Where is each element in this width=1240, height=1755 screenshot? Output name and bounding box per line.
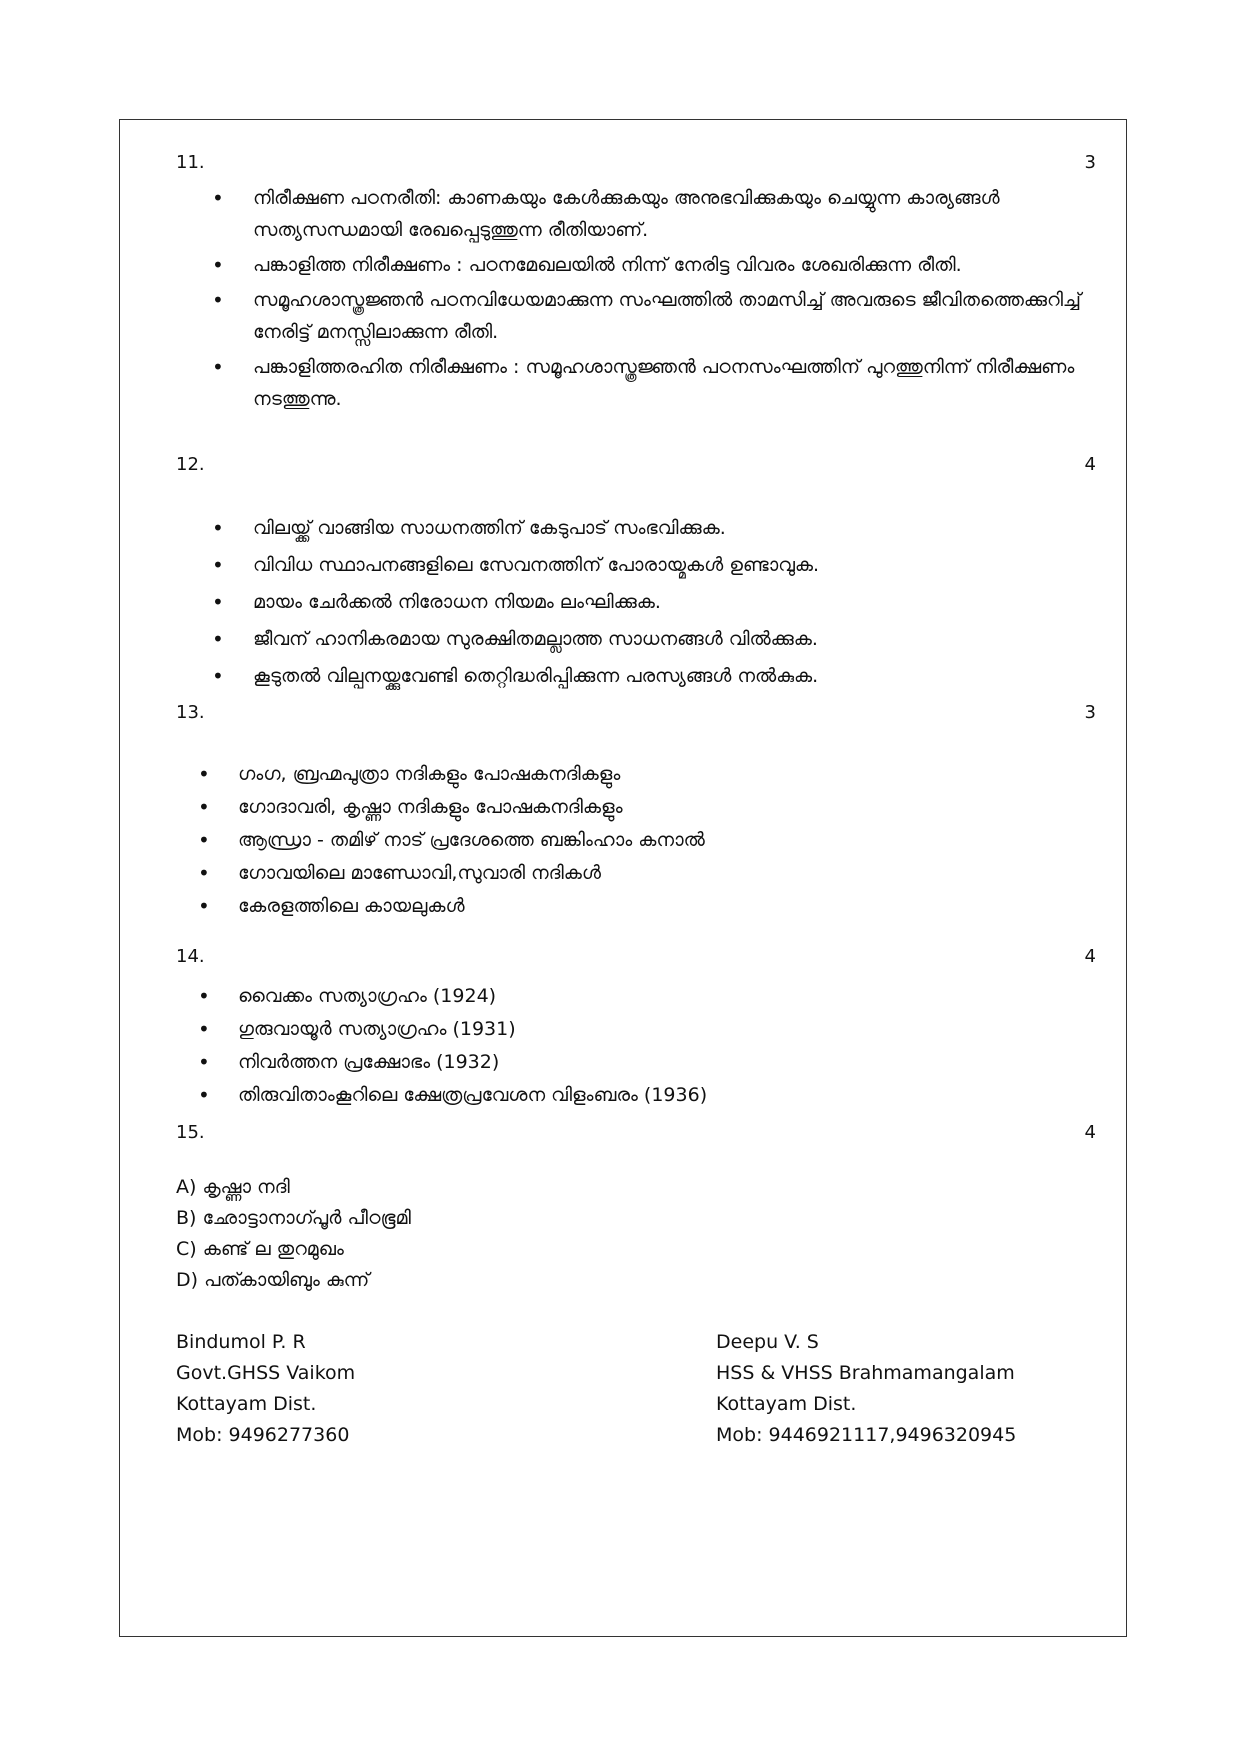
- bullet-icon: •: [212, 553, 224, 577]
- question-marks: 4: [1084, 454, 1096, 475]
- answer-item: [158, 980, 1096, 1013]
- answer-list: [158, 182, 1096, 415]
- bullet-icon: •: [198, 894, 210, 918]
- question-12: [158, 454, 1096, 697]
- bullet-icon: •: [212, 516, 224, 540]
- author-phone: Mob: 9496277360: [176, 1424, 350, 1446]
- question-number: 13.: [176, 702, 205, 723]
- author-school: HSS & VHSS Brahmamangalam: [716, 1362, 1015, 1384]
- answer-item: [158, 512, 1096, 549]
- bullet-icon: •: [212, 664, 224, 688]
- answer-text: പങ്കാളിത്തരഹിത നിരീക്ഷണം : സമൂഹശാസ്ത്രജ്ഞൻ പഠനസംഘത്തിന് പുറത്തുനിന്ന് നിരീക്ഷണം നടത്തുന്നു.: [253, 356, 1075, 410]
- question-marks: 3: [1084, 702, 1096, 723]
- author-block-2: [716, 1327, 1016, 1451]
- question-14: [158, 946, 1096, 1112]
- answer-text: നിരീക്ഷണ പഠനരീതി: കാണകയും കേൾക്കുകയും അനുഭവിക്കുകയും ചെയ്യുന്ന കാര്യങ്ങൾ സത്യസന്ധമായി രേഖപ്പെടുത്തുന്ന രീതിയാണ്.: [253, 187, 1000, 241]
- answer-text: ആന്ധ്രാ - തമിഴ് നാട് പ്രദേശത്തെ ബങ്കിംഹാം കനാൽ: [238, 829, 705, 851]
- question-marks: 4: [1084, 1122, 1096, 1143]
- question-header: [158, 1122, 1096, 1152]
- answer-list: [158, 980, 1096, 1112]
- answer-text: വിലയ്ക്ക് വാങ്ങിയ സാധനത്തിന് കേടുപാട് സംഭവിക്കുക.: [253, 517, 726, 539]
- answer-text: കേരളത്തിലെ കായലുകൾ: [238, 895, 465, 917]
- bullet-icon: •: [212, 288, 224, 312]
- question-13: [158, 702, 1096, 923]
- answer-options: [176, 1172, 411, 1296]
- answer-text: നിവർത്തന പ്രക്ഷോഭം (1932): [238, 1051, 500, 1073]
- author-district: Kottayam Dist.: [716, 1393, 857, 1415]
- answer-item: [158, 824, 1096, 857]
- answer-text: മായം ചേർക്കൽ നിരോധന നിയമം ലംഘിക്കുക.: [253, 591, 661, 613]
- answer-item: [158, 1013, 1096, 1046]
- question-header: [158, 454, 1096, 484]
- option-a: A) കൃഷ്ണാ നദി: [176, 1176, 290, 1198]
- answer-text: തിരുവിതാംകൂറിലെ ക്ഷേത്രപ്രവേശന വിളംബരം (1936): [238, 1084, 708, 1106]
- bullet-icon: •: [212, 355, 224, 379]
- author-phone: Mob: 9446921117,9496320945: [716, 1424, 1017, 1446]
- answer-item: [158, 623, 1096, 660]
- question-header: [158, 946, 1096, 976]
- bullet-icon: •: [198, 1050, 210, 1074]
- bullet-icon: •: [212, 590, 224, 614]
- question-number: 14.: [176, 946, 205, 967]
- bullet-icon: •: [198, 795, 210, 819]
- answer-text: ഗോവയിലെ മാണ്ഡോവി,സുവാരി നദികൾ: [238, 862, 601, 884]
- answer-item: [158, 549, 1096, 586]
- answer-text: പങ്കാളിത്ത നിരീക്ഷണം : പഠനമേഖലയിൽ നിന്ന് നേരിട്ട വിവരം ശേഖരിക്കുന്ന രീതി.: [253, 254, 962, 276]
- answer-text: കൂടുതൽ വില്പനയ്ക്കുവേണ്ടി തെറ്റിദ്ധരിപ്പിക്കുന്ന പരസ്യങ്ങൾ നൽകുക.: [253, 665, 819, 687]
- option-d: D) പത്കായിബും കുന്ന്: [176, 1269, 370, 1291]
- author-name: Bindumol P. R: [176, 1331, 306, 1353]
- bullet-icon: •: [212, 627, 224, 651]
- answer-text: സമൂഹശാസ്ത്രജ്ഞൻ പഠനവിധേയമാക്കുന്ന സംഘത്തിൽ താമസിച്ച് അവരുടെ ജീവിതത്തെക്കുറിച്ച് നേരിട്ട് മനസ്സിലാക്കുന്ന രീതി.: [253, 289, 1081, 343]
- question-number: 11.: [176, 152, 205, 173]
- author-district: Kottayam Dist.: [176, 1393, 317, 1415]
- bullet-icon: •: [198, 1017, 210, 1041]
- answer-item: [158, 890, 1096, 923]
- answer-item: [158, 351, 1096, 415]
- answer-item: [158, 1046, 1096, 1079]
- bullet-icon: •: [198, 1083, 210, 1107]
- question-15: [158, 1122, 1096, 1152]
- bullet-icon: •: [198, 762, 210, 786]
- option-c: C) കണ്ട് ല തുറമുഖം: [176, 1238, 344, 1260]
- bullet-icon: •: [198, 861, 210, 885]
- question-11: [158, 152, 1096, 415]
- author-block-1: [176, 1327, 355, 1451]
- question-marks: 4: [1084, 946, 1096, 967]
- answer-text: വിവിധ സ്ഥാപനങ്ങളിലെ സേവനത്തിന് പോരായ്മകൾ ഉണ്ടാവുക.: [253, 554, 820, 576]
- answer-item: [158, 857, 1096, 890]
- question-marks: 3: [1084, 152, 1096, 173]
- bullet-icon: •: [198, 828, 210, 852]
- answer-list: [158, 512, 1096, 697]
- author-school: Govt.GHSS Vaikom: [176, 1362, 356, 1384]
- answer-item: [158, 586, 1096, 623]
- option-b: B) ഛോട്ടാനാഗ്പൂർ പീഠഭൂമി: [176, 1207, 411, 1229]
- bullet-icon: •: [212, 253, 224, 277]
- bullet-icon: •: [212, 186, 224, 210]
- answer-item: [158, 1079, 1096, 1112]
- answer-text: വൈക്കം സത്യാഗ്രഹം (1924): [238, 985, 497, 1007]
- bullet-icon: •: [198, 984, 210, 1008]
- answer-item: [158, 660, 1096, 697]
- answer-text: ജീവന് ഹാനികരമായ സുരക്ഷിതമല്ലാത്ത സാധനങ്ങൾ വിൽക്കുക.: [253, 628, 818, 650]
- answer-item: [158, 182, 1096, 246]
- question-header: [158, 702, 1096, 732]
- question-header: [158, 152, 1096, 182]
- answer-item: [158, 758, 1096, 791]
- answer-key-page: [119, 119, 1127, 1637]
- answer-item: [158, 249, 1096, 281]
- answer-item: [158, 284, 1096, 348]
- answer-list: [158, 758, 1096, 923]
- question-number: 12.: [176, 454, 205, 475]
- answer-text: ഗോദാവരി, കൃഷ്ണാ നദികളും പോഷകനദികളും: [238, 796, 623, 818]
- author-name: Deepu V. S: [716, 1331, 819, 1353]
- question-number: 15.: [176, 1122, 205, 1143]
- answer-text: ഗംഗ, ബ്രഹ്മപുത്രാ നദികളും പോഷകനദികളും: [238, 763, 621, 785]
- answer-text: ഗുരുവായൂർ സത്യാഗ്രഹം (1931): [238, 1018, 516, 1040]
- answer-item: [158, 791, 1096, 824]
